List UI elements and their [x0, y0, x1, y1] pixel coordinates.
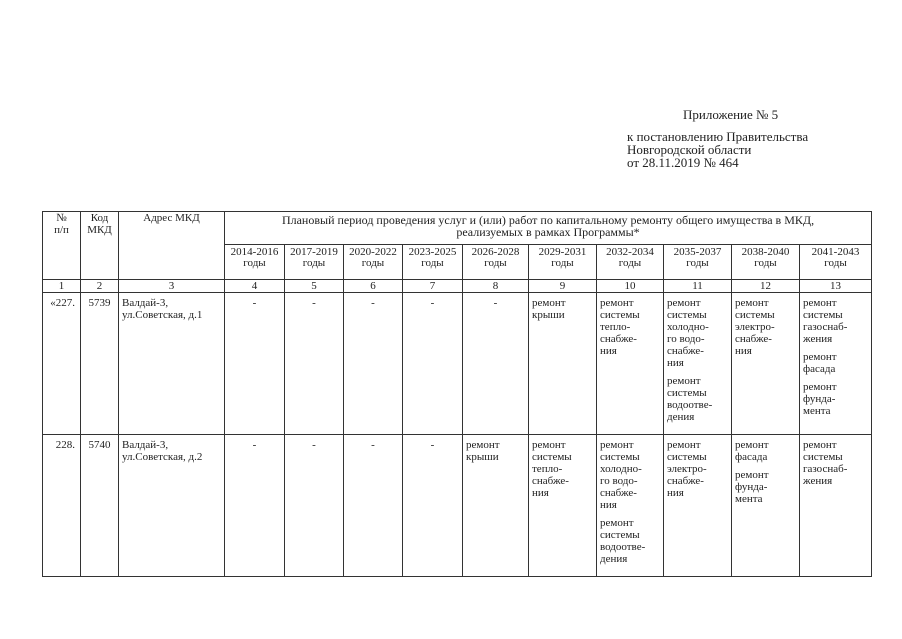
row-number: «227. [43, 293, 81, 435]
work-item: ремонт фасада [735, 439, 769, 463]
period-cell [529, 435, 597, 577]
period-cell [463, 435, 529, 577]
column-number: 6 [344, 280, 403, 293]
period-cell [344, 293, 403, 435]
period-cell [225, 293, 285, 435]
period-cell [403, 293, 463, 435]
no-work-dash: - [430, 439, 435, 451]
table-row [43, 293, 872, 435]
column-number: 1 [43, 280, 81, 293]
header-period-10: 2041-2043 годы [800, 245, 872, 280]
period-cell [403, 435, 463, 577]
column-number: 11 [664, 280, 732, 293]
no-work-dash: - [371, 439, 375, 451]
column-number: 13 [800, 280, 872, 293]
repair-schedule-table [42, 211, 872, 577]
no-work-dash: - [371, 297, 375, 309]
work-item: ремонт системы холодно- го водо- снабже- ния [667, 297, 709, 369]
header-period-8: 2035-2037 годы [664, 245, 732, 280]
period-cell [732, 435, 800, 577]
no-work-dash: - [430, 297, 435, 309]
row-number: 228. [43, 435, 81, 577]
work-item: ремонт фунда- мента [803, 381, 837, 417]
header-period-7: 2032-2034 годы [597, 245, 664, 280]
column-number: 10 [597, 280, 664, 293]
period-cell [664, 435, 732, 577]
no-work-dash: - [312, 297, 316, 309]
header-number: № п/п [43, 212, 81, 280]
no-work-dash: - [493, 297, 498, 309]
work-item: ремонт фунда- мента [735, 469, 769, 505]
period-cell [732, 293, 800, 435]
work-item: ремонт системы тепло- снабже- ния [532, 439, 572, 499]
header-line-2: Новгородской области [627, 142, 752, 157]
work-item: ремонт системы холодно- го водо- снабже- ния [600, 439, 642, 511]
period-cell [225, 435, 285, 577]
no-work-dash: - [312, 439, 316, 451]
column-number: 9 [529, 280, 597, 293]
work-item: ремонт фасада [803, 351, 837, 375]
work-item: ремонт системы газоснаб- жения [803, 297, 848, 345]
header-address: Адрес МКД [119, 212, 225, 280]
row-address: Валдай-3, ул.Советская, д.2 [119, 435, 225, 577]
work-item: ремонт системы тепло- снабже- ния [600, 297, 640, 357]
header-line-3: от 28.11.2019 № 464 [627, 155, 739, 170]
work-item: ремонт системы водоотве- дения [667, 375, 713, 423]
period-cell [463, 293, 529, 435]
header-period-2: 2017-2019 годы [285, 245, 344, 280]
period-cell [664, 293, 732, 435]
period-cell [597, 435, 664, 577]
column-number: 12 [732, 280, 800, 293]
header-line-1: к постановлению Правительства [627, 129, 809, 144]
header-period-9: 2038-2040 годы [732, 245, 800, 280]
appendix-title: Приложение № 5 [683, 107, 779, 122]
work-item: ремонт системы электро- снабже- ния [667, 439, 707, 499]
period-cell [800, 293, 872, 435]
period-cell [285, 435, 344, 577]
work-item: ремонт системы водоотве- дения [600, 517, 646, 565]
period-cell [285, 293, 344, 435]
work-item: ремонт крыши [532, 297, 566, 321]
period-cell [344, 435, 403, 577]
header-period-4: 2023-2025 годы [403, 245, 463, 280]
work-item: ремонт крыши [466, 439, 500, 463]
no-work-dash: - [252, 297, 257, 309]
column-number: 3 [119, 280, 225, 293]
period-cell [800, 435, 872, 577]
row-address: Валдай-3, ул.Советская, д.1 [119, 293, 225, 435]
header-period-5: 2026-2028 годы [463, 245, 529, 280]
header-code: Код МКД [81, 212, 119, 280]
column-number: 8 [463, 280, 529, 293]
work-item: ремонт системы газоснаб- жения [803, 439, 848, 487]
work-item: ремонт системы электро- снабже- ния [735, 297, 775, 357]
header-period-1: 2014-2016 годы [225, 245, 285, 280]
row-code: 5739 [81, 293, 119, 435]
header-period-title: Плановый период проведения услуг и (или) работ по капитальному ремонту общего имущества в МКД, реализуемых в рамках Программы* [225, 212, 872, 245]
column-number: 5 [285, 280, 344, 293]
header-period-6: 2029-2031 годы [529, 245, 597, 280]
no-work-dash: - [252, 439, 257, 451]
column-number: 7 [403, 280, 463, 293]
column-number: 4 [225, 280, 285, 293]
period-cell [597, 293, 664, 435]
table-row [43, 435, 872, 577]
row-code: 5740 [81, 435, 119, 577]
period-cell [529, 293, 597, 435]
column-number: 2 [81, 280, 119, 293]
header-period-3: 2020-2022 годы [344, 245, 403, 280]
